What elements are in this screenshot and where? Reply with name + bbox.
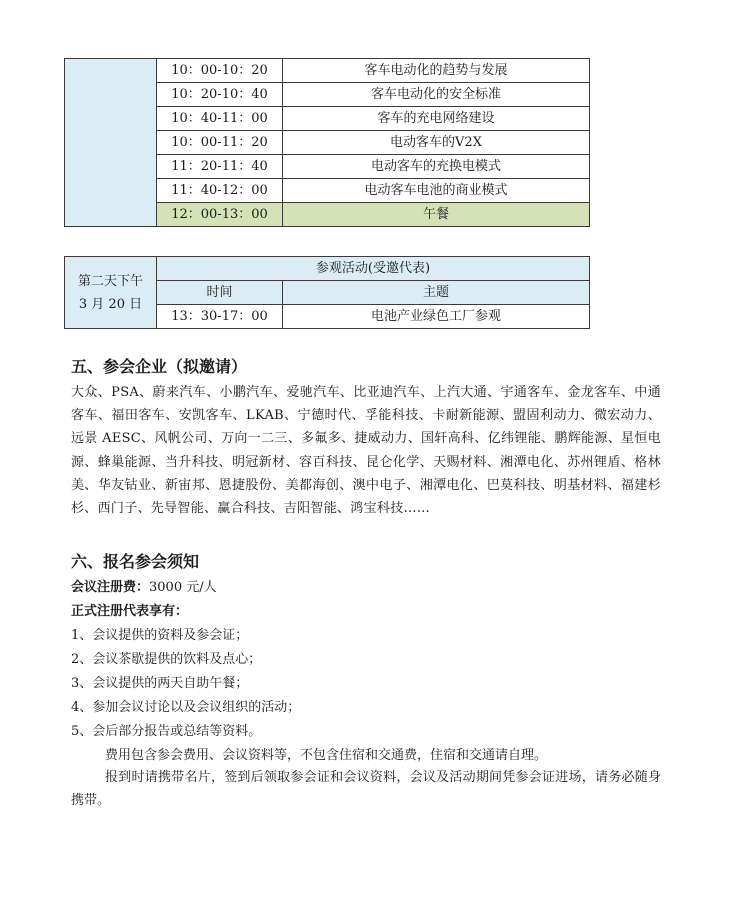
table-row: [65, 59, 590, 83]
schedule-table-afternoon: [64, 256, 590, 329]
topic-cell: 客车电动化的趋势与发展: [283, 59, 590, 83]
registration-fee: [71, 576, 217, 595]
fee-label: 会议注册费：: [71, 580, 150, 595]
benefits-title: 正式注册代表享有：: [71, 604, 189, 619]
time-cell: 10：40-11：00: [157, 107, 283, 131]
session-day-label: 第二天下午: [77, 273, 143, 289]
benefit-item: 1、会议提供的资料及参会证；: [71, 628, 249, 643]
schedule-table-morning: [64, 58, 590, 227]
fee-value: 3000 元/人: [149, 580, 217, 595]
table-row: [65, 257, 590, 281]
checkin-note: 报到时请携带名片，签到后领取参会证和会议资料，会议及活动期间凭参会证进场，请务必随身携带。: [71, 770, 661, 809]
time-cell: 12：00-13：00: [157, 203, 283, 227]
topic-cell: 客车的充电网络建设: [283, 107, 590, 131]
time-cell: 13：30-17：00: [157, 305, 283, 329]
session-side-cell: [65, 59, 157, 227]
session-side-cell: [65, 257, 157, 329]
benefit-item: 5、会后部分报告或总结等资料。: [71, 724, 262, 739]
column-header-topic: 主题: [283, 281, 590, 305]
topic-cell: 电动客车电池的商业模式: [283, 179, 590, 203]
section-heading-registration: 六、报名参会须知: [71, 552, 200, 571]
time-cell: 11：20-11：40: [157, 155, 283, 179]
time-cell: 11：40-12：00: [157, 179, 283, 203]
topic-cell: 午餐: [283, 203, 590, 227]
section-heading-companies: 五、参会企业（拟邀请）: [71, 357, 248, 376]
topic-cell: 客车电动化的安全标准: [283, 83, 590, 107]
session-date-label: 3 月 20 日: [78, 296, 143, 312]
topic-cell: 电动客车的V2X: [283, 131, 590, 155]
time-cell: 10：20-10：40: [157, 83, 283, 107]
benefit-item: 2、会议茶歇提供的饮料及点心；: [71, 652, 262, 667]
time-cell: 10：00-10：20: [157, 59, 283, 83]
time-cell: 10：00-11：20: [157, 131, 283, 155]
column-header-time: 时间: [157, 281, 283, 305]
benefit-item: 3、会议提供的两天自助午餐；: [71, 676, 249, 691]
activity-header-cell: 参观活动(受邀代表): [157, 257, 590, 281]
benefit-item: 4、参加会议讨论以及会议组织的活动；: [71, 700, 301, 715]
topic-cell: 电动客车的充换电模式: [283, 155, 590, 179]
company-list: 大众、PSA、蔚来汽车、小鹏汽车、爱驰汽车、比亚迪汽车、上汽大通、宇通客车、金龙客车、中通客车、福田客车、安凯客车、LKAB、宁德时代、孚能科技、卡耐新能源、盟固利动力、微宏动力、远景 AESC、风帆公司、万向一二三、多氟多、捷威动力、国轩高科、亿纬锂能、鹏辉能源、星恒电源、蜂巢能源、当升科技、明冠新材、容百科技、昆仑化学、天赐材料、湘潭电化、苏州锂盾、格林美、华友钴业、新宙邦、恩捷股份、美都海创、澳中电子、湘潭电化、巴莫科技、明基材料、福建杉杉、西门子、先导智能、赢合科技、吉阳智能、鸿宝科技……: [71, 385, 661, 517]
topic-cell: 电池产业绿色工厂参观: [283, 305, 590, 329]
fee-note: 费用包含参会费用、会议资料等，不包含住宿和交通费，住宿和交通请自理。: [105, 748, 548, 763]
